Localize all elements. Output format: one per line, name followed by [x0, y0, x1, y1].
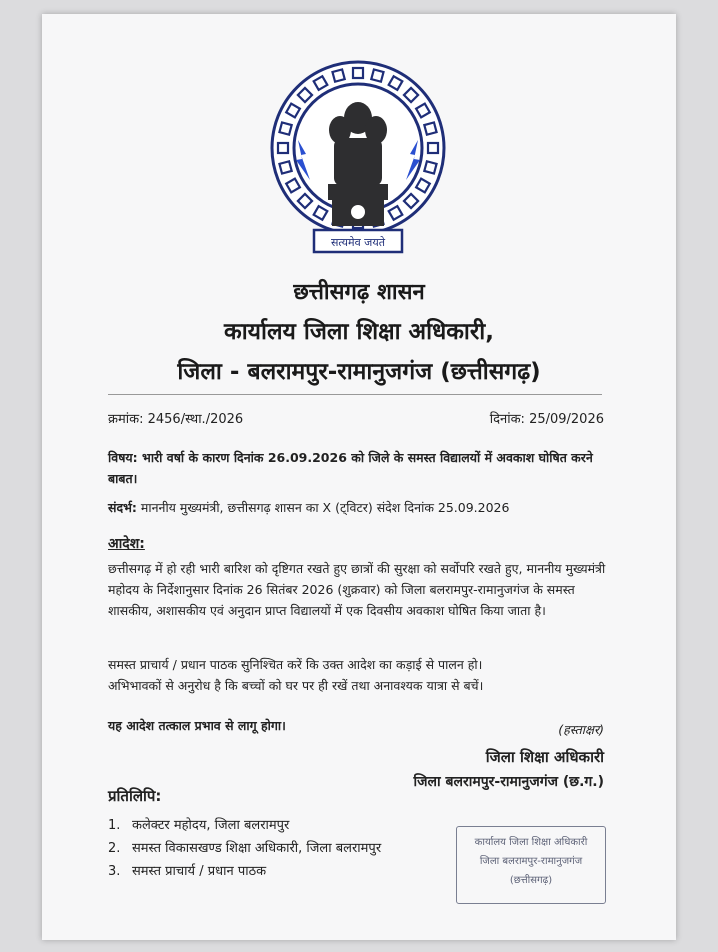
- instruction-principals: समस्त प्राचार्य / प्रधान पाठक सुनिश्चित करें कि उक्त आदेश का कड़ाई से पालन हो।: [108, 657, 483, 672]
- instruction-parents: अभिभावकों से अनुरोध है कि बच्चों को घर पर ही रखें तथा अनावश्यक यात्रा से बचें।: [108, 678, 484, 693]
- ashoka-emblem-icon: [268, 58, 448, 270]
- effect-line: यह आदेश तत्काल प्रभाव से लागू होगा।: [108, 718, 286, 733]
- signatory-title: जिला शिक्षा अधिकारी: [485, 748, 604, 766]
- header-office: कार्यालय जिला शिक्षा अधिकारी,: [224, 319, 494, 345]
- subject-text: भारी वर्षा के कारण दिनांक 26.09.2026 को जिले के समस्त विद्यालयों में अवकाश घोषित करने बाबत।: [108, 450, 593, 486]
- list-item: 3. समस्त प्राचार्य / प्रधान पाठक: [108, 864, 267, 879]
- copies-heading: प्रतिलिपि:: [108, 787, 162, 805]
- reference-line: [108, 497, 608, 518]
- list-item: 1. कलेक्टर महोदय, जिला बलरामपुर: [108, 818, 290, 833]
- sandarbh-text: माननीय मुख्यमंत्री, छत्तीसगढ़ शासन का X (ट्विटर) संदेश दिनांक 25.09.2026: [140, 500, 510, 515]
- copies-list: [108, 814, 381, 883]
- order-body: छत्तीसगढ़ में हो रही भारी बारिश को दृष्टिगत रखते हुए छात्रों की सुरक्षा को सर्वोपरि रखते हुए, माननीय मुख्यमंत्री महोदय के निर्देशानुसार दिनांक 26 सितंबर 2026 (शुक्रवार) को जिला बलरामपुर-रामानुजगंज के समस्त शासकीय, अशासकीय एवं अनुदान प्राप्त विद्यालयों में एक दिवसीय अवकाश घोषित किया जाता है।: [108, 561, 606, 618]
- reference-number: क्रमांक: 2456/स्था./2026: [108, 412, 244, 427]
- reference-date: दिनांक: 25/09/2026: [489, 412, 604, 427]
- sandarbh-label: संदर्भ:: [108, 500, 137, 515]
- signature-note: (हस्ताक्षर): [558, 722, 604, 737]
- header-government: छत्तीसगढ़ शासन: [293, 280, 425, 305]
- order-heading: आदेश:: [108, 536, 145, 552]
- subject: [108, 447, 608, 489]
- signatory-office: जिला बलरामपुर-रामानुजगंज (छ.ग.): [413, 774, 604, 790]
- subject-label: विषय:: [108, 450, 138, 465]
- emblem-motto: सत्यमेव जयते: [330, 236, 386, 249]
- header-district: जिला - बलरामपुर-रामानुजगंज (छत्तीसगढ़): [177, 359, 541, 385]
- office-stamp: कार्यालय जिला शिक्षा अधिकारी जिला बलरामपुर-रामानुजगंज (छत्तीसगढ़): [456, 826, 606, 904]
- list-item: 2. समस्त विकासखण्ड शिक्षा अधिकारी, जिला बलरामपुर: [108, 841, 382, 856]
- document-page: [42, 14, 676, 940]
- order-instructions: [108, 654, 608, 696]
- header-divider: [108, 394, 602, 395]
